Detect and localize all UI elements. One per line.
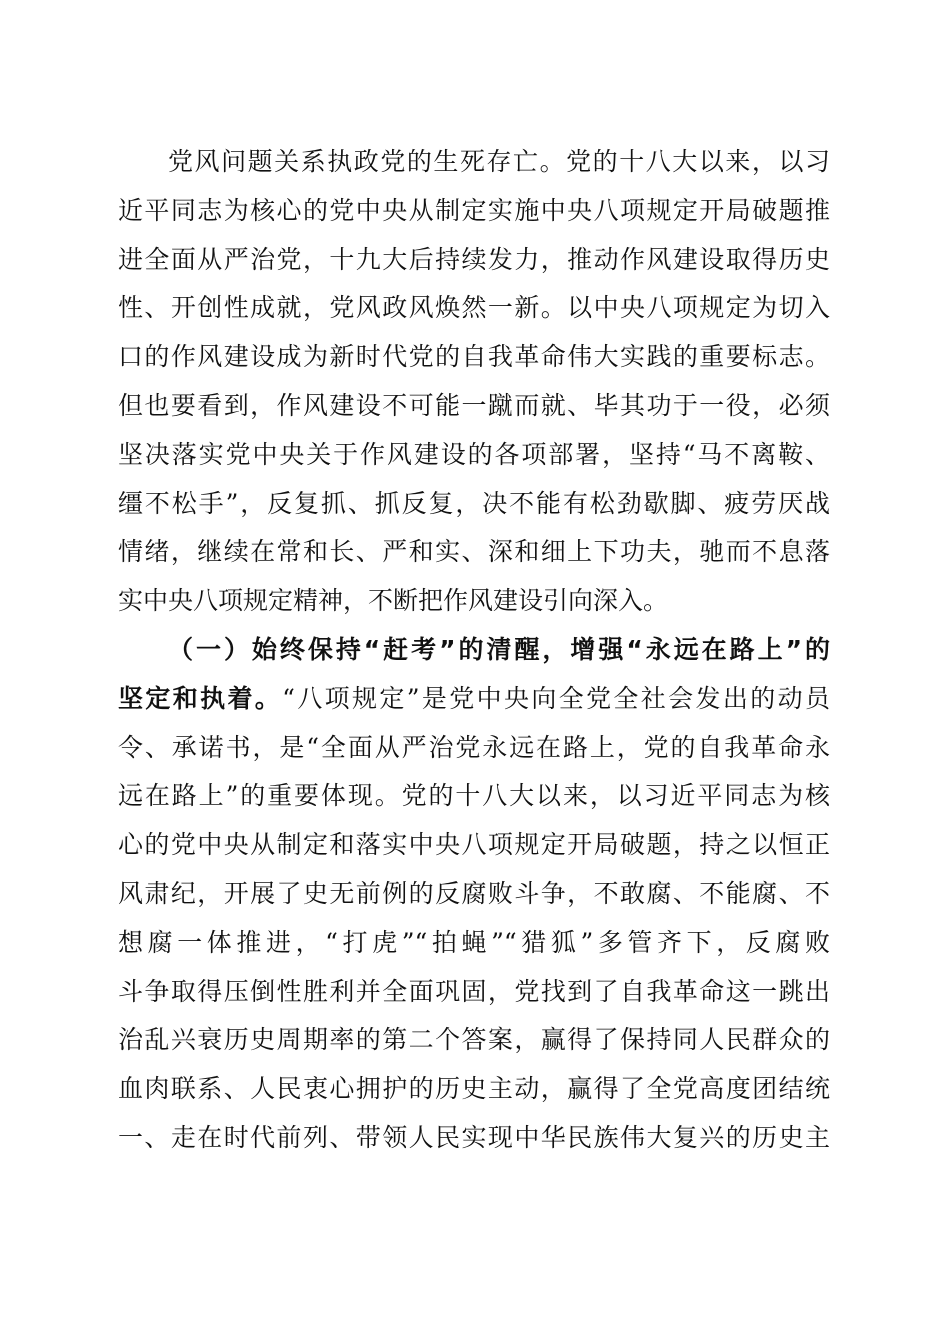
paragraph-line: 令、承诺书，是“全面从严治党永远在路上，党的自我革命永 (118, 732, 830, 762)
paragraph-2 (118, 626, 830, 1163)
paragraph-line (118, 675, 830, 724)
paragraph-line: 斗争取得压倒性胜利并全面巩固，党找到了自我革命这一跳出 (118, 976, 830, 1006)
paragraph-line: 口的作风建设成为新时代党的自我革命伟大实践的重要标志。 (118, 342, 830, 372)
paragraph-line: 党风问题关系执政党的生死存亡。党的十八大以来，以习 (168, 147, 830, 176)
paragraph-line-rest: “八项规定”是党中央向全党全社会发出的动员 (282, 683, 830, 713)
paragraph-line: 性、开创性成就，党风政风焕然一新。以中央八项规定为切入 (118, 293, 830, 323)
paragraph-line: 风肃纪，开展了史无前例的反腐败斗争，不敢腐、不能腐、不 (118, 878, 830, 908)
paragraph-line: 血肉联系、人民衷心拥护的历史主动，赢得了全党高度团结统 (118, 1074, 830, 1104)
paragraph-line: 缰不松手”，反复抓、抓反复，决不能有松劲歇脚、疲劳厌战 (118, 488, 830, 518)
section-heading: （一）始终保持“赶考”的清醒，增强“永远在路上”的 (168, 634, 830, 664)
paragraph-line: 进全面从严治党，十九大后持续发力，推动作风建设取得历史 (118, 244, 830, 274)
paragraph-line: 情绪，继续在常和长、严和实、深和细上下功夫，驰而不息落 (118, 537, 830, 567)
paragraph-1 (118, 138, 830, 626)
paragraph-line: 但也要看到，作风建设不可能一蹴而就、毕其功于一役，必须 (118, 390, 830, 420)
document-body (118, 138, 830, 1163)
paragraph-line: 一、走在时代前列、带领人民实现中华民族伟大复兴的历史主 (118, 1122, 830, 1152)
paragraph-line: 坚决落实党中央关于作风建设的各项部署，坚持“马不离鞍、 (118, 439, 830, 469)
section-heading-end: 坚定和执着。 (118, 683, 283, 713)
paragraph-line: 近平同志为核心的党中央从制定实施中央八项规定开局破题推 (118, 195, 830, 225)
paragraph-line: 心的党中央从制定和落实中央八项规定开局破题，持之以恒正 (118, 830, 830, 860)
paragraph-line: 治乱兴衰历史周期率的第二个答案，赢得了保持同人民群众的 (118, 1025, 830, 1055)
paragraph-line: 实中央八项规定精神，不断把作风建设引向深入。 (118, 586, 669, 616)
paragraph-line: 远在路上”的重要体现。党的十八大以来，以习近平同志为核 (118, 781, 830, 811)
paragraph-line: 想腐一体推进，“打虎”“拍蝇”“猎狐”多管齐下，反腐败 (118, 927, 830, 957)
